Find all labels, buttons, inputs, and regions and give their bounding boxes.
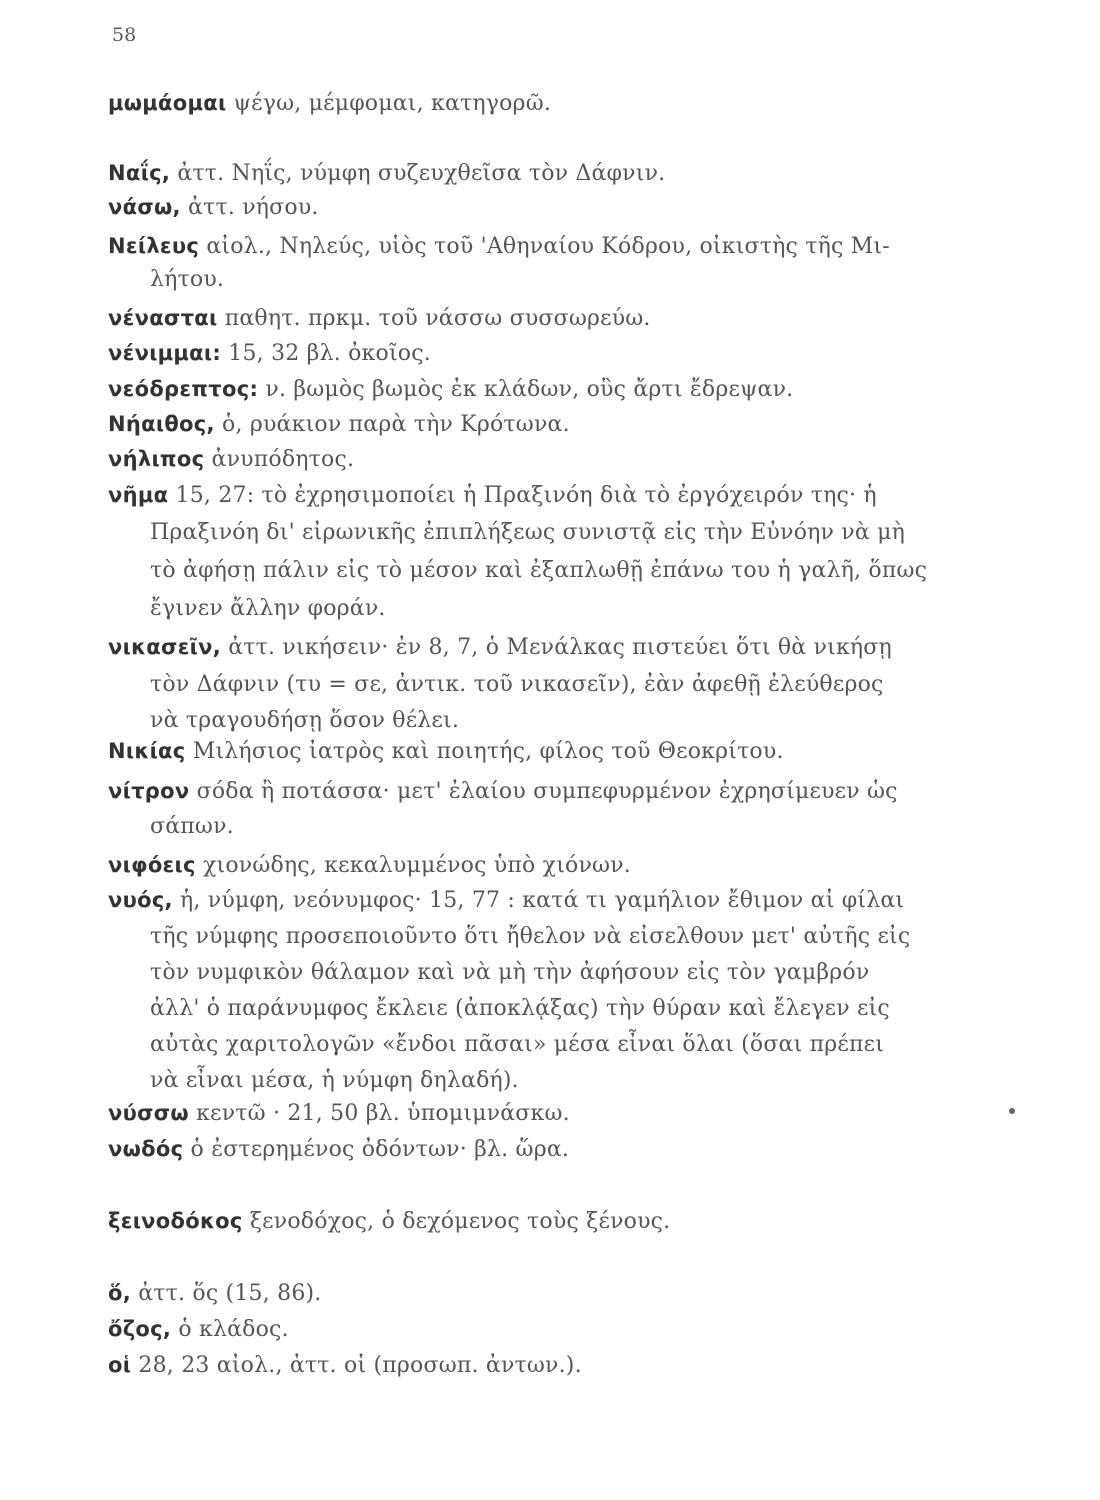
entry-line: [108, 632, 988, 663]
entry-line: [108, 88, 988, 119]
entry-continuation: [150, 670, 1030, 700]
definition: νὰ τραγουδήσῃ ὅσον θέλει.: [150, 708, 460, 733]
definition: αὐτὰς χαριτολογῶν «ἔνδοι πᾶσαι» μέσα εἶναι ὅλαι (ὅσαι πρέπει: [150, 1032, 885, 1057]
definition: ξενοδόχος, ὁ δεχόμενος τοὺς ξένους.: [242, 1209, 671, 1234]
definition: κεντῶ · 21, 50 βλ. ὑπομιμνάσκω.: [188, 1101, 570, 1126]
entry-line: [108, 480, 988, 511]
headword: νάσω,: [108, 195, 181, 219]
definition: 15, 32 βλ. ὀκοῖος.: [221, 341, 431, 366]
definition: ὁ κλάδος.: [171, 1317, 289, 1342]
entry-line: [108, 1314, 988, 1345]
headword: ὅ,: [108, 1281, 132, 1305]
headword: νένιμμαι:: [108, 341, 222, 365]
entry-continuation: [150, 518, 1030, 548]
definition: σόδα ἢ ποτάσσα· μετ' ἐλαίου συμπεφυρμένον ἐχρησίμευεν ὡς: [189, 779, 898, 804]
entry-line: [108, 192, 988, 223]
definition: τὸν Δάφνιν (τυ = σε, ἀντικ. τοῦ νικασεῖν), ἐὰν ἀφεθῇ ἐλεύθερος: [150, 672, 884, 697]
definition: χιονώδης, κεκαλυμμένος ὑπὸ χιόνων.: [195, 853, 631, 878]
definition: Πραξινόη δι' εἰρωνικῆς ἐπιπλήξεως συνιστᾷ εἰς τὴν Εὐνόην νὰ μὴ: [150, 520, 905, 545]
entry-line: [108, 1206, 988, 1237]
definition: ἀνυπόδητος.: [204, 447, 355, 472]
definition: ἀττ. ὅς (15, 86).: [131, 1281, 322, 1306]
headword: νήλιπος: [108, 447, 205, 471]
definition: ὁ ἐστερημένος ὀδόντων· βλ. ὥρα.: [183, 1137, 570, 1162]
entry-line: [108, 1134, 988, 1165]
definition: ψέγω, μέμφομαι, κατηγορῶ.: [226, 91, 552, 116]
entry-line: [108, 885, 988, 916]
headword: νύσσω: [108, 1101, 189, 1125]
page-number: 58: [112, 24, 137, 46]
entry-continuation: [150, 265, 1030, 295]
definition: ἀττ. νικήσειν· ἐν 8, 7, ὁ Μενάλκας πιστεύει ὅτι θὰ νικήσῃ: [221, 635, 892, 660]
headword: Νικίας: [108, 739, 186, 763]
entry-line: [108, 158, 988, 189]
entry-line: [108, 1098, 988, 1129]
definition: ἀλλ' ὁ παράνυμφος ἔκλειε (ἀποκλᾴξας) τὴν θύραν καὶ ἔλεγεν εἰς: [150, 996, 890, 1021]
entry-line: [108, 338, 988, 369]
entry-continuation: [150, 994, 1030, 1024]
entry-continuation: [150, 1030, 1030, 1060]
definition: τὸν νυμφικὸν θάλαμον καὶ νὰ μὴ τὴν ἀφήσουν εἰς τὸν γαμβρόν: [150, 960, 870, 985]
entry-continuation: [150, 958, 1030, 988]
headword: νιφόεις: [108, 853, 196, 877]
entry-continuation: [150, 1066, 1030, 1096]
definition: ὁ, ρυάκιον παρὰ τὴν Κρότωνα.: [214, 412, 570, 437]
headword: νένασται: [108, 306, 218, 330]
entry-continuation: [150, 812, 1030, 842]
headword: Νήαιθος,: [108, 412, 215, 436]
headword: Ναΐς,: [108, 161, 171, 185]
definition: 15, 27: τὸ ἐχρησιμοποίει ἡ Πραξινόη διὰ τὸ ἐργόχειρόν της· ἡ: [168, 483, 877, 508]
definition: Μιλήσιος ἰατρὸς καὶ ποιητής, φίλος τοῦ Θεοκρίτου.: [185, 739, 784, 764]
headword: νῆμα: [108, 483, 169, 507]
headword: ὄζος,: [108, 1317, 172, 1341]
entry-line: [108, 374, 988, 405]
definition: παθητ. πρκμ. τοῦ νάσσω συσσωρεύω.: [217, 306, 651, 331]
entry-line: [108, 736, 988, 767]
entry-line: [108, 776, 988, 807]
headword: νυός,: [108, 888, 173, 912]
stray-mark: [1009, 1108, 1015, 1114]
headword: νωδός: [108, 1137, 184, 1161]
definition: ἀττ. νήσου.: [180, 195, 319, 220]
entry-continuation: [150, 556, 1030, 586]
entry-continuation: [150, 922, 1030, 952]
entry-continuation: [150, 594, 1030, 624]
entry-continuation: [150, 706, 1030, 736]
definition: σάπων.: [150, 814, 234, 839]
headword: νεόδρεπτος:: [108, 377, 259, 401]
entry-line: [108, 1278, 988, 1309]
entry-line: [108, 409, 988, 440]
definition: νὰ εἶναι μέσα, ἡ νύμφη δηλαδή).: [150, 1068, 519, 1093]
entry-line: [108, 444, 988, 475]
headword: νίτρον: [108, 779, 190, 803]
definition: αἰολ., Νηλεύς, υἱὸς τοῦ 'Αθηναίου Κόδρου, οἰκιστὴς τῆς Μι-: [199, 234, 890, 259]
headword: ξεινοδόκος: [108, 1209, 243, 1233]
headword: νικασεῖν,: [108, 635, 222, 659]
definition: ν. βωμὸς βωμὸς ἐκ κλάδων, οὓς ἄρτι ἔδρεψαν.: [258, 377, 794, 402]
entry-line: [108, 231, 988, 262]
headword: μωμάομαι: [108, 91, 227, 115]
definition: τὸ ἀφήσῃ πάλιν εἰς τὸ μέσον καὶ ἐξαπλωθῇ ἐπάνω του ἡ γαλῆ, ὅπως: [150, 558, 928, 583]
entry-line: [108, 850, 988, 881]
definition: ἀττ. Νηΐς, νύμφη συζευχθεῖσα τὸν Δάφνιν.: [170, 161, 666, 186]
definition: λήτου.: [150, 267, 225, 292]
definition: 28, 23 αἰολ., ἀττ. οἱ (προσωπ. ἀντων.).: [131, 1353, 582, 1378]
definition: ἔγινεν ἄλλην φοράν.: [150, 596, 386, 621]
definition: ἡ, νύμφη, νεόνυμφος· 15, 77 : κατά τι γαμήλιον ἔθιμον αἱ φίλαι: [172, 888, 905, 913]
headword: οἱ: [108, 1353, 132, 1377]
headword: Νείλευς: [108, 234, 200, 258]
entry-line: [108, 1350, 988, 1381]
entry-line: [108, 303, 988, 334]
definition: τῆς νύμφης προσεποιοῦντο ὅτι ἤθελον νὰ εἰσελθουν μετ' αὐτῆς εἰς: [150, 924, 911, 949]
